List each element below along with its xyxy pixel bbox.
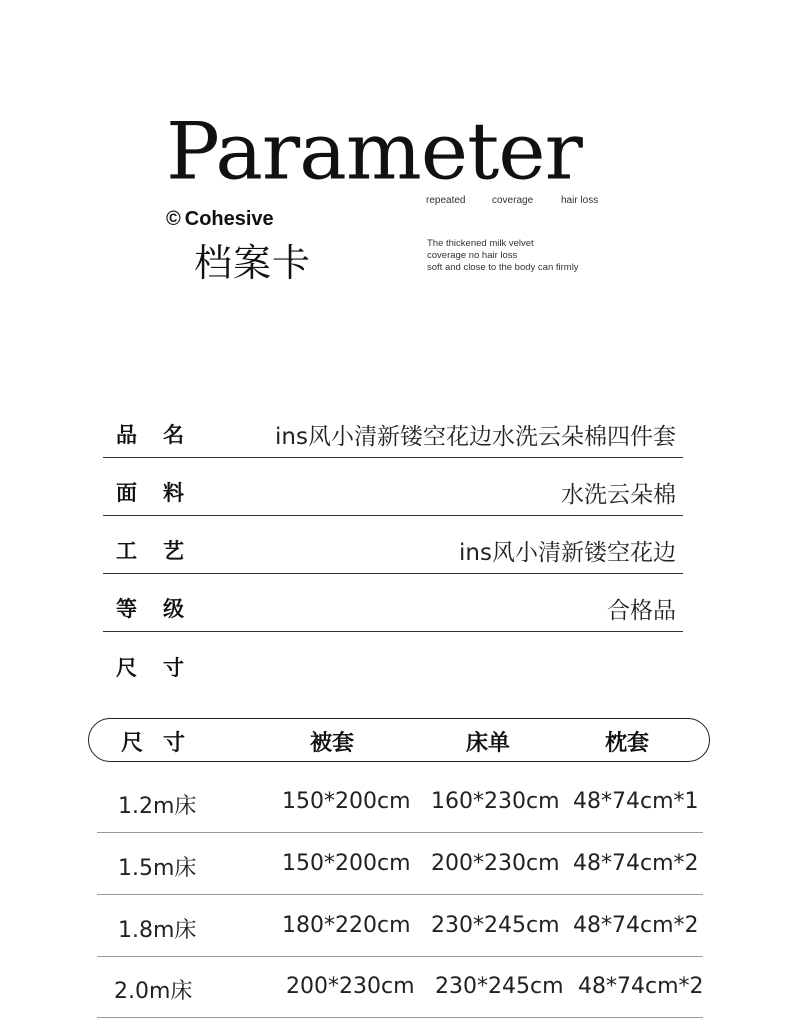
header-pillowcase: 枕套 xyxy=(605,731,650,756)
table-row xyxy=(97,833,703,895)
param-label: 等级 xyxy=(116,597,210,621)
cell-pillowcase: 48*74cm*2 xyxy=(578,974,704,999)
param-value: ins风小清新镂空花边水洗云朵棉四件套 xyxy=(275,424,676,450)
param-label: 尺寸 xyxy=(116,656,210,680)
brand-cn-title: 档案卡 xyxy=(194,241,312,285)
table-row xyxy=(97,771,703,833)
param-row-name xyxy=(103,400,683,458)
brand-name: Cohesive xyxy=(184,208,274,230)
cell-bed-sheet: 200*230cm xyxy=(431,851,560,876)
param-value: 水洗云朵棉 xyxy=(561,482,676,508)
param-value: 合格品 xyxy=(607,598,676,624)
cell-bed-sheet: 230*245cm xyxy=(431,913,560,938)
param-row-fabric xyxy=(103,458,683,516)
hero-title: Parameter xyxy=(166,105,582,198)
cell-quilt-cover: 180*220cm xyxy=(282,913,411,938)
hero-tag-hair-loss: hair loss xyxy=(561,195,599,206)
cell-pillowcase: 48*74cm*2 xyxy=(573,851,699,876)
param-value: ins风小清新镂空花边 xyxy=(459,540,676,566)
cell-quilt-cover: 150*200cm xyxy=(282,851,411,876)
param-row-craft xyxy=(103,516,683,574)
hero-tag-repeated: repeated xyxy=(426,195,466,206)
param-row-size xyxy=(103,632,683,690)
cell-bed-size: 2.0m床 xyxy=(114,979,193,1004)
cell-bed-size: 1.8m床 xyxy=(118,918,197,943)
param-row-grade xyxy=(103,574,683,632)
tagline-line-3: soft and close to the body can firmly xyxy=(427,262,579,273)
cell-quilt-cover: 200*230cm xyxy=(286,974,415,999)
tagline-line-1: The thickened milk velvet xyxy=(427,238,534,249)
param-table xyxy=(103,400,683,690)
cell-bed-size: 1.2m床 xyxy=(118,794,197,819)
header-bed-sheet: 床单 xyxy=(466,731,511,756)
table-row xyxy=(97,956,703,1018)
param-label: 面料 xyxy=(116,481,210,505)
copyright-icon: © xyxy=(166,208,181,230)
brand-line xyxy=(166,208,274,231)
cell-pillowcase: 48*74cm*1 xyxy=(573,789,699,814)
param-label: 品名 xyxy=(116,423,210,447)
cell-bed-sheet: 230*245cm xyxy=(435,974,564,999)
cell-quilt-cover: 150*200cm xyxy=(282,789,411,814)
cell-pillowcase: 48*74cm*2 xyxy=(573,913,699,938)
cell-bed-size: 1.5m床 xyxy=(118,856,197,881)
header-size: 尺寸 xyxy=(121,731,206,756)
param-label: 工艺 xyxy=(116,539,210,563)
tagline-line-2: coverage no hair loss xyxy=(427,250,518,261)
table-row xyxy=(97,895,703,957)
header-quilt-cover: 被套 xyxy=(310,731,355,756)
hero-tag-coverage: coverage xyxy=(492,195,534,206)
tagline xyxy=(427,238,579,274)
cell-bed-sheet: 160*230cm xyxy=(431,789,560,814)
size-table-header xyxy=(88,718,710,762)
